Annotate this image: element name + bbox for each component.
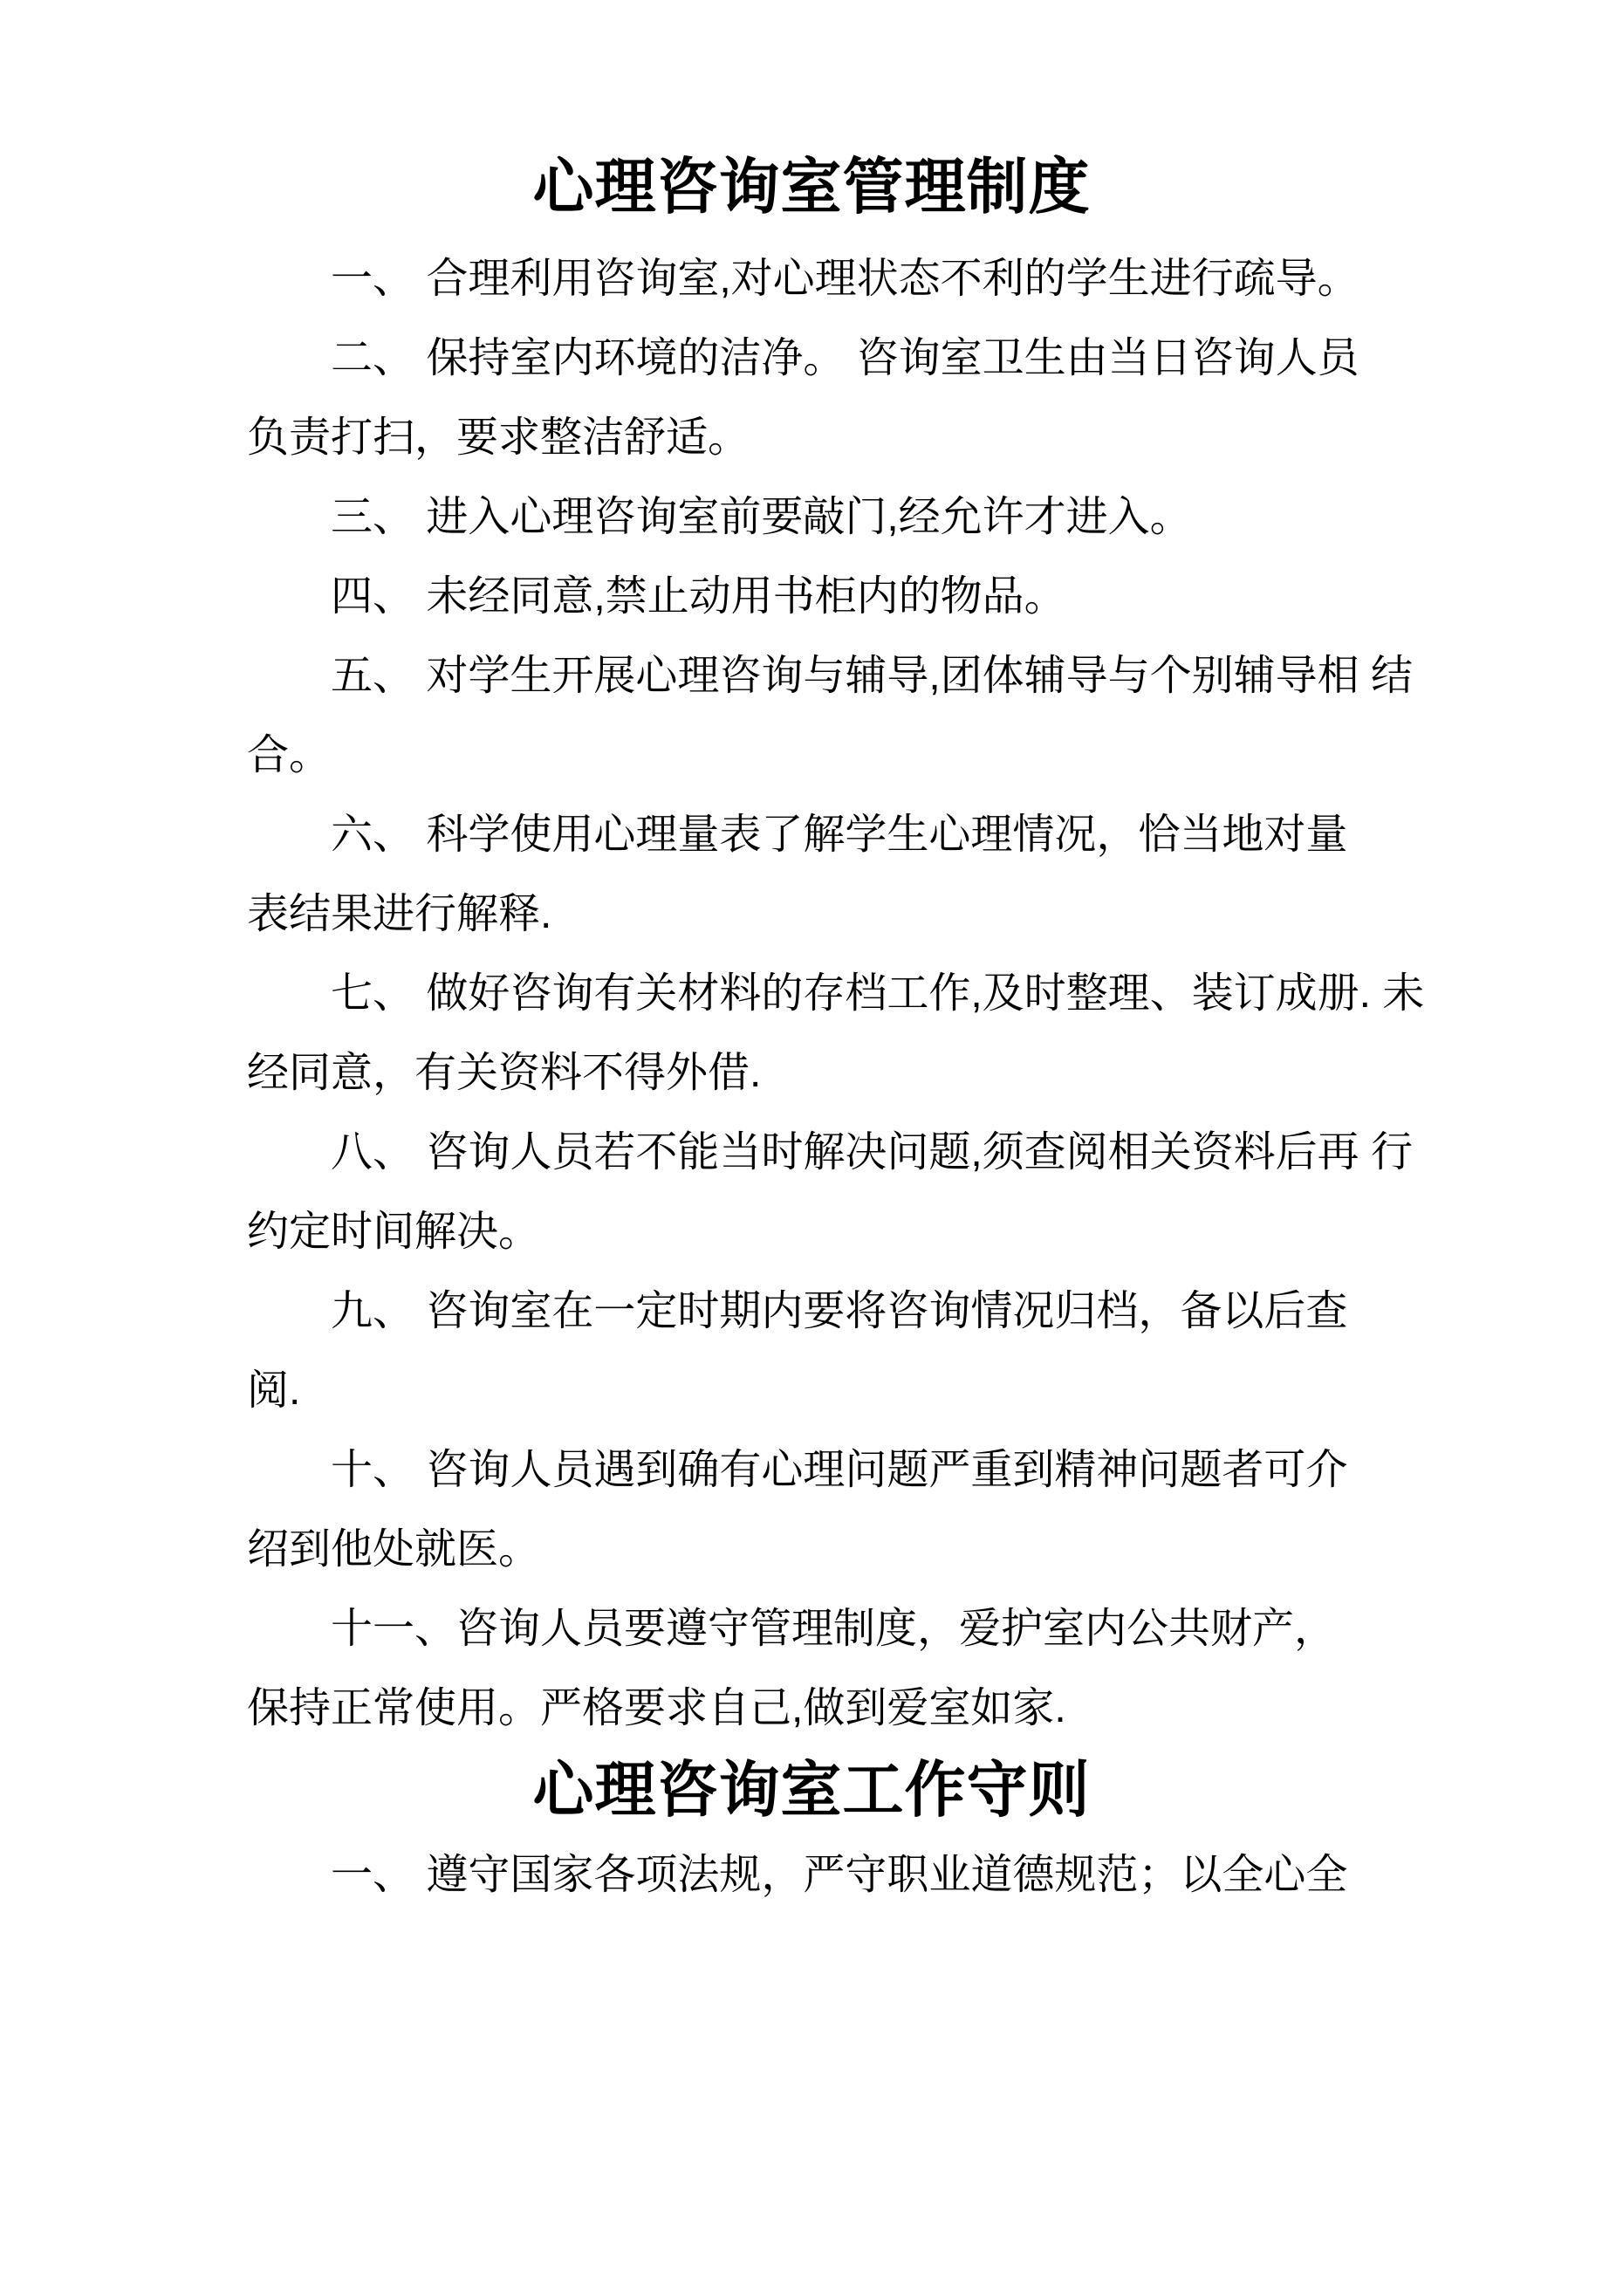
rule-5-line-1: 五、 对学生开展心理咨询与辅导,团体辅导与个别辅导相 结 <box>331 653 1414 699</box>
rule-11-line-2: 保持正常使用。严格要求自己,做到爱室如家. <box>247 1685 1066 1731</box>
rule-7-line-2: 经同意，有关资料不得外借. <box>247 1050 762 1096</box>
rule-11-line-1: 十一、咨询人员要遵守管理制度，爱护室内公共财产， <box>331 1606 1337 1652</box>
rule-10-line-1: 十、 咨询人员遇到确有心理问题严重到精神问题者可介 <box>331 1447 1348 1493</box>
workrule-1-line-1: 一、 遵守国家各项法规，严守职业道德规范；以全心全 <box>331 1852 1348 1898</box>
rule-9-line-2: 阅. <box>247 1367 301 1414</box>
rule-3-line-1: 三、 进入心理咨询室前要敲门,经允许才进入。 <box>331 494 1192 540</box>
document-content <box>247 145 1425 1915</box>
rule-5-line-2: 合。 <box>247 732 332 778</box>
section-2-title: 心理咨询室工作守则 <box>532 1758 1091 1825</box>
rule-6-line-1: 六、 科学使用心理量表了解学生心理情况，恰当地对量 <box>331 812 1348 858</box>
rule-4-line-1: 四、 未经同意,禁止动用书柜内的物品。 <box>331 573 1066 620</box>
rule-8-line-1: 八、 咨询人员若不能当时解决问题,须查阅相关资料后再 行 <box>331 1129 1414 1175</box>
rule-10-line-2: 绍到他处就医。 <box>247 1526 541 1573</box>
rule-8-line-2: 约定时间解决。 <box>247 1209 541 1255</box>
rule-2-line-2: 负责打扫，要求整洁舒适。 <box>247 415 750 461</box>
rule-2-line-1: 二、 保持室内环境的洁净。 咨询室卫生由当日咨询人员 <box>331 335 1359 381</box>
rule-1-line-1: 一、 合理利用咨询室,对心理状态不利的学生进行疏导。 <box>331 256 1359 302</box>
rule-6-line-2: 表结果进行解释. <box>247 891 552 937</box>
section-1-title: 心理咨询室管理制度 <box>532 154 1091 222</box>
rule-7-line-1: 七、 做好咨询有关材料的存档工作,及时整理、装订成册. 未 <box>331 970 1425 1017</box>
rule-9-line-1: 九、 咨询室在一定时期内要将咨询情况归档，备以后查 <box>331 1288 1348 1334</box>
